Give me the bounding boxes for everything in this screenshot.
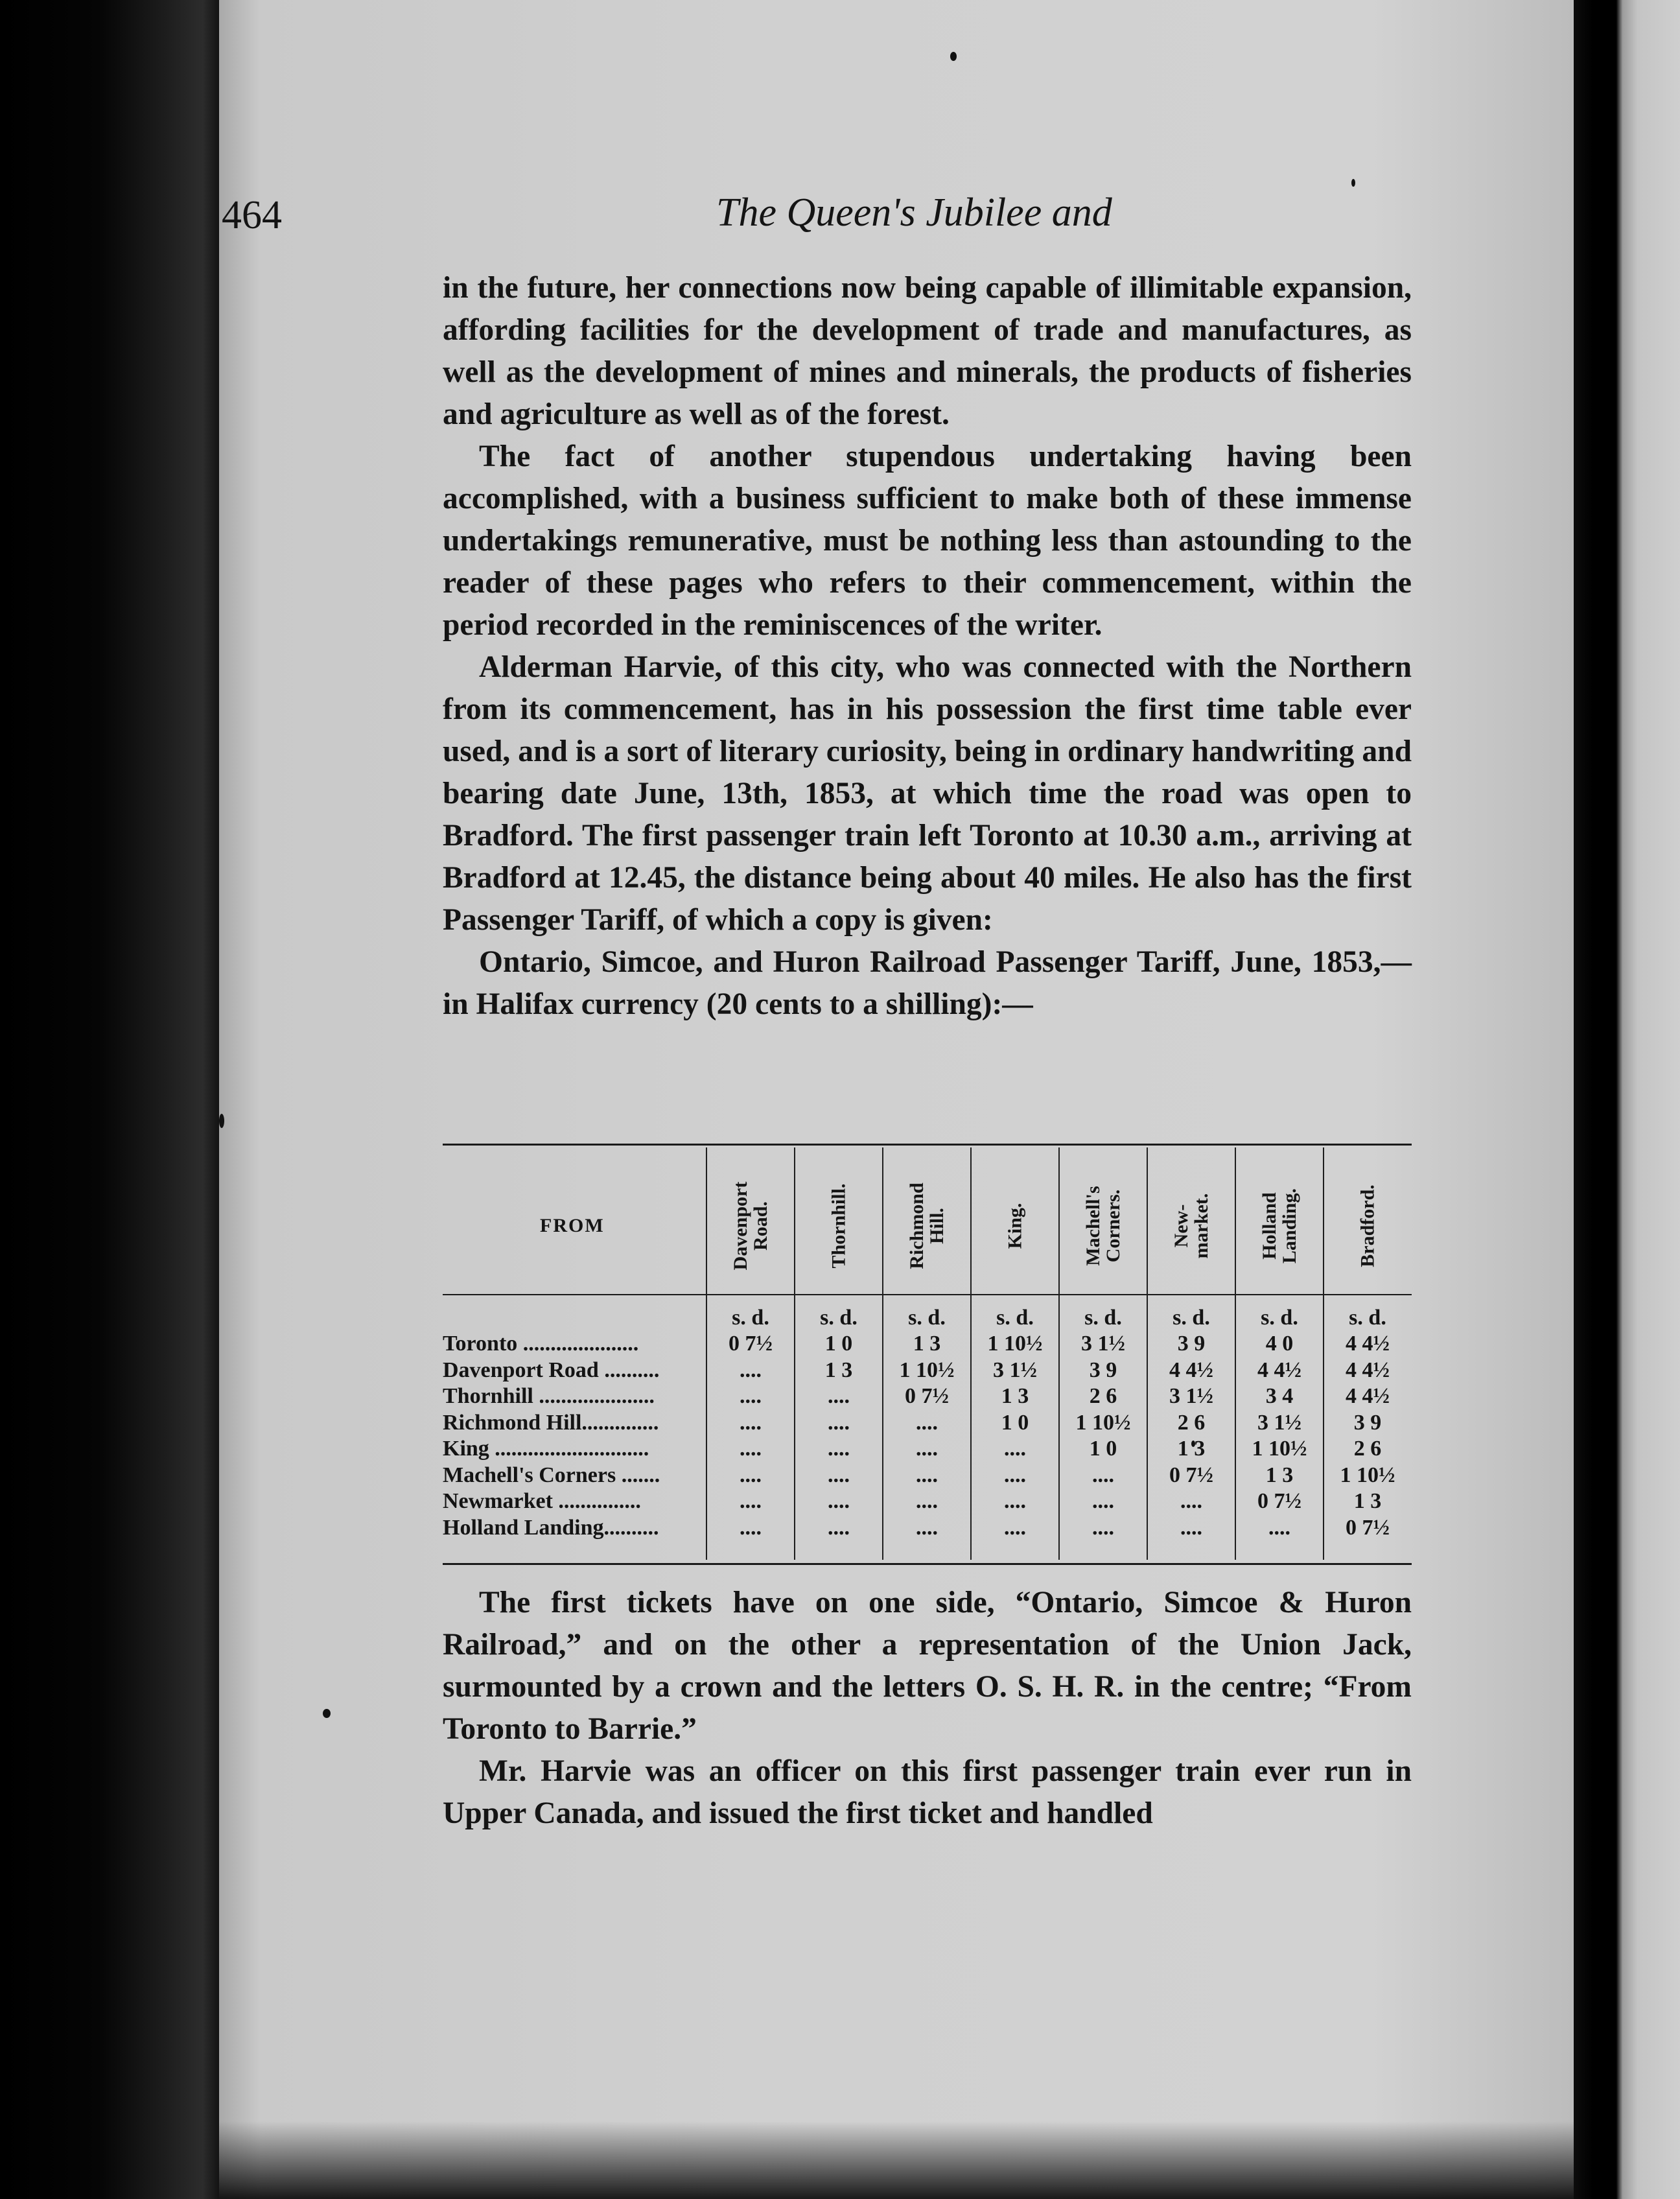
ink-speck (219, 1114, 224, 1128)
column-divider (1323, 1147, 1324, 1560)
paragraph: Ontario, Simcoe, and Huron Railroad Passenger Tariff, June, 1853,—in Halifax currency (20 cents to a shilling):— (443, 945, 1412, 1021)
row-label: Machell's Corners ....... (443, 1463, 660, 1487)
fare-cell: 0 7½ (905, 1384, 949, 1408)
column-divider (1235, 1147, 1236, 1560)
ink-speck (1351, 179, 1355, 187)
fare-cell: 4 4½ (1346, 1332, 1390, 1356)
column-header-label: Thornhill. (828, 1183, 850, 1269)
row-label: Newmarket ............... (443, 1489, 641, 1513)
fare-cell: .... (916, 1515, 938, 1540)
fare-cell: .... (1180, 1489, 1202, 1513)
unit-label: s. d. (996, 1306, 1034, 1330)
unit-label: s. d. (732, 1306, 769, 1330)
fare-cell: 1 0 (824, 1332, 853, 1356)
column-header-label: Holland Landing. (1259, 1188, 1300, 1264)
column-divider (1147, 1147, 1148, 1560)
unit-label: s. d. (1261, 1306, 1298, 1330)
fare-cell: .... (916, 1410, 938, 1435)
column-header (886, 1151, 968, 1300)
fare-cell: .... (1004, 1437, 1026, 1461)
fare-cell: .... (916, 1437, 938, 1461)
fare-cell: 3 9 (1353, 1410, 1382, 1435)
book-spine-shadow (0, 0, 220, 2199)
fare-cell: .... (828, 1515, 850, 1540)
fare-cell: .... (740, 1463, 762, 1487)
row-label: Thornhill ..................... (443, 1384, 655, 1408)
fare-cell: 4 4½ (1257, 1358, 1301, 1382)
fare-cell: 3 1½ (1257, 1410, 1301, 1435)
row-label: Toronto ..................... (443, 1332, 639, 1356)
running-title: The Queen's Jubilee and (716, 191, 1112, 235)
paragraph: The first tickets have on one side, “Ontario, Simcoe & Huron Railroad,” and on the other a representation of the Union Jack, surmounted by a crown and the letters O. S. H. R. in the centre; “From Toronto to Barrie.” (443, 1586, 1412, 1746)
fare-cell: 2 6 (1177, 1410, 1206, 1435)
fare-cell: 1 10½ (1075, 1410, 1131, 1435)
body-text-continued (443, 1582, 1412, 1835)
fare-cell: 1 3 (1353, 1489, 1382, 1513)
column-header (710, 1151, 791, 1300)
fare-cell: 1 0 (1089, 1437, 1117, 1461)
unit-label: s. d. (820, 1306, 858, 1330)
fare-cell: 1 10½ (899, 1358, 955, 1382)
fare-cell: 0 7½ (1346, 1515, 1390, 1540)
paragraph: Mr. Harvie was an officer on this first passenger train ever run in Upper Canada, and issued the first ticket and handled (443, 1754, 1412, 1830)
fare-cell: .... (1004, 1489, 1026, 1513)
fare-cell: 0 7½ (1169, 1463, 1213, 1487)
column-header (1239, 1151, 1320, 1300)
column-header (1062, 1151, 1144, 1300)
column-header-label: Bradford. (1357, 1184, 1379, 1267)
fare-cell: .... (1180, 1515, 1202, 1540)
unit-label: s. d. (1172, 1306, 1210, 1330)
row-label: Davenport Road .......... (443, 1358, 660, 1382)
fare-cell: 4 4½ (1346, 1358, 1390, 1382)
fare-cell: .... (1268, 1515, 1290, 1540)
fare-cell: 4 4½ (1169, 1358, 1213, 1382)
fare-cell: .... (740, 1410, 762, 1435)
fare-cell: 2 6 (1353, 1437, 1382, 1461)
column-header (798, 1151, 880, 1300)
fare-cell: .... (1004, 1515, 1026, 1540)
unit-label: s. d. (1084, 1306, 1122, 1330)
unit-label: s. d. (1349, 1306, 1386, 1330)
row-label: Holland Landing.......... (443, 1515, 659, 1540)
fare-cell: 1 0 (1001, 1410, 1029, 1435)
fare-cell: .... (916, 1463, 938, 1487)
fare-cell: 1 3 (913, 1332, 941, 1356)
fare-cell: 3 9 (1177, 1332, 1206, 1356)
fare-cell: .... (828, 1384, 850, 1408)
ink-speck (323, 1709, 331, 1718)
fare-cell: .... (740, 1515, 762, 1540)
fare-cell: .... (1004, 1463, 1026, 1487)
column-divider (1058, 1147, 1060, 1560)
column-header-label: Richmond Hill. (906, 1182, 948, 1269)
column-header-label: King. (1004, 1203, 1026, 1249)
fare-cell: 1 10½ (1340, 1463, 1395, 1487)
fare-cell: 1 10½ (1252, 1437, 1307, 1461)
table-bottom-rule (443, 1563, 1412, 1565)
page-number: 464 (222, 193, 282, 237)
fare-cell: .... (1092, 1463, 1114, 1487)
fare-cell: .... (828, 1437, 850, 1461)
fare-cell: .... (1092, 1489, 1114, 1513)
column-header-label: New- market. (1171, 1193, 1212, 1259)
fare-cell: .... (828, 1410, 850, 1435)
unit-label: s. d. (908, 1306, 946, 1330)
table-top-rule (443, 1144, 1412, 1146)
page-bottom-shadow (219, 2121, 1574, 2199)
from-column-header: FROM (540, 1215, 605, 1236)
fare-cell: .... (1092, 1515, 1114, 1540)
fare-cell: 0 7½ (1257, 1489, 1301, 1513)
fare-cell: 2 6 (1089, 1384, 1117, 1408)
column-header-label: Machell's Corners. (1082, 1186, 1124, 1266)
fare-cell: .... (740, 1437, 762, 1461)
fare-cell: 3 9 (1089, 1358, 1117, 1382)
row-label: King ............................ (443, 1437, 649, 1461)
fare-cell: 1 10½ (987, 1332, 1043, 1356)
column-divider (970, 1147, 972, 1560)
passenger-tariff-table (443, 1144, 1412, 1565)
fare-cell: 1 3 (1177, 1437, 1206, 1461)
fare-cell: 3 1½ (993, 1358, 1037, 1382)
column-divider (794, 1147, 795, 1560)
column-header (1150, 1151, 1232, 1300)
fare-cell: 3 1½ (1169, 1384, 1213, 1408)
column-header (1327, 1151, 1408, 1300)
fare-cell: 1 3 (1265, 1463, 1294, 1487)
fare-cell: 0 7½ (729, 1332, 773, 1356)
column-header (974, 1151, 1056, 1300)
fare-cell: 3 1½ (1081, 1332, 1125, 1356)
row-label: Richmond Hill.............. (443, 1410, 659, 1435)
fare-cell: 4 0 (1265, 1332, 1294, 1356)
fare-cell: .... (740, 1489, 762, 1513)
fare-cell: 1 3 (824, 1358, 853, 1382)
paragraph: in the future, her connections now being capable of illimitable expansion, affording facilities for the development of trade and manufactures, as well as the development of mines and minerals, the products of fisheries and agriculture as well as of the forest. (443, 271, 1412, 431)
fare-cell: .... (828, 1463, 850, 1487)
fare-cell: 3 4 (1265, 1384, 1294, 1408)
column-divider (882, 1147, 883, 1560)
fare-cell: 1 3 (1001, 1384, 1029, 1408)
ink-speck (950, 52, 957, 61)
fare-cell: 4 4½ (1346, 1384, 1390, 1408)
paragraph: The fact of another stupendous undertaking having been accomplished, with a business sufficient to make both of these immense undertakings remunerative, must be nothing less than astounding to the reader of these pages who refers to their commencement, within the period recorded in the reminiscences of the writer. (443, 440, 1412, 642)
fare-cell: .... (740, 1358, 762, 1382)
fare-cell: .... (740, 1384, 762, 1408)
paragraph: Alderman Harvie, of this city, who was connected with the Northern from its commencement, has in his possession the first time table ever used, and is a sort of literary curiosity, being in ordinary handwriting and bearing date June, 13th, 1853, at which time the road was open to Bradford. The first passenger train left Toronto at 10.30 a.m., arriving at Bradford at 12.45, the distance being about 40 miles. He also has the first Passenger Tariff, of which a copy is given: (443, 650, 1412, 937)
fare-cell: .... (828, 1489, 850, 1513)
column-header-label: Davenport Road. (730, 1181, 771, 1271)
body-text (443, 267, 1412, 1026)
facing-page-edge (1574, 0, 1680, 2199)
fare-cell: .... (916, 1489, 938, 1513)
